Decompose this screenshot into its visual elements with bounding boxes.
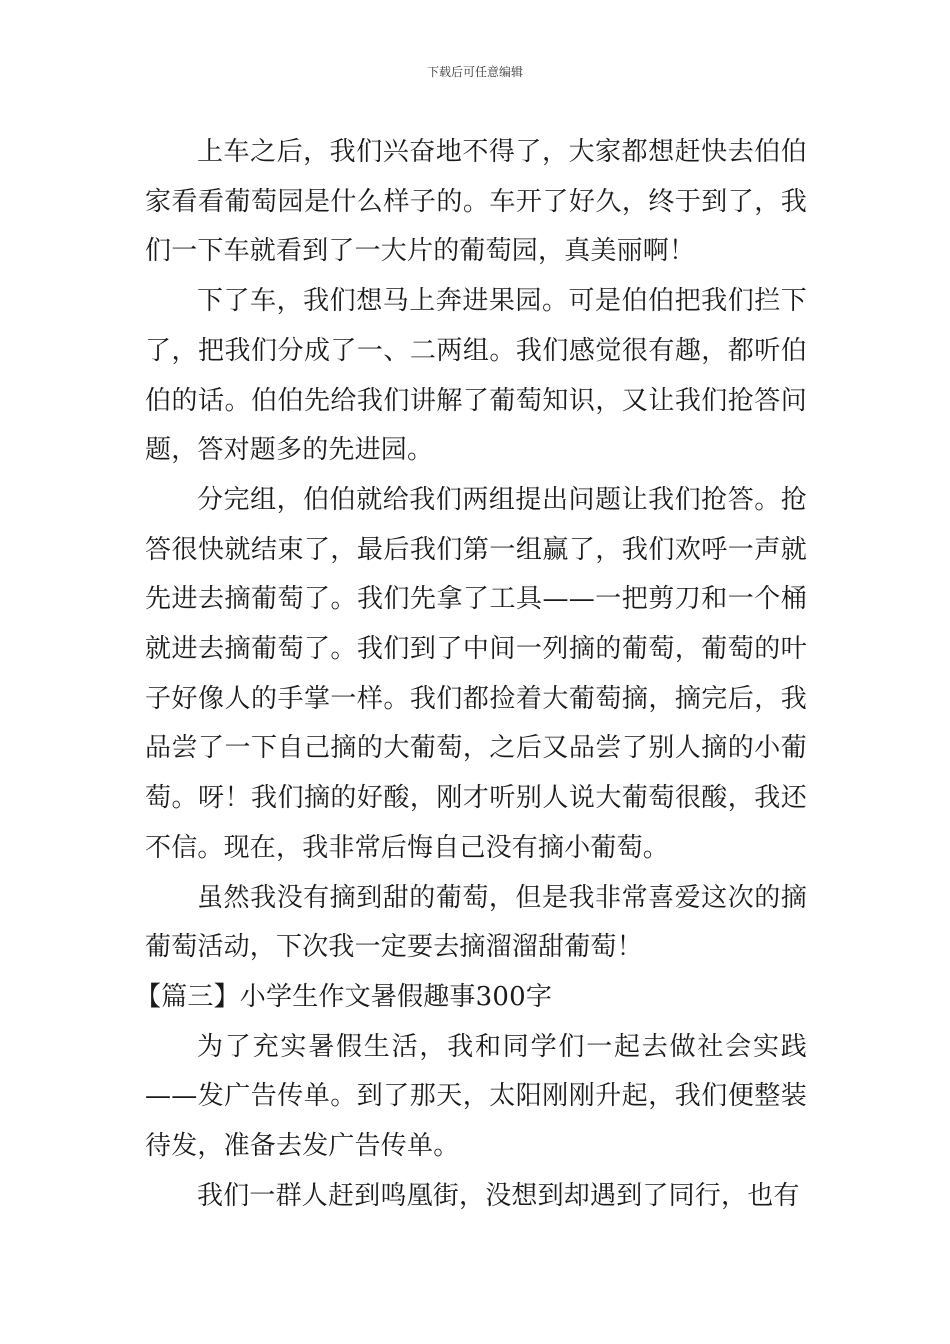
paragraph-2: 下了车，我们想马上奔进果园。可是伯伯把我们拦下了，把我们分成了一、二两组。我们感觉很有趣，都听伯伯的话。伯伯先给我们讲解了葡萄知识，又让我们抢答问题，答对题多的先进园。 — [145, 286, 807, 466]
page-header-note: 下载后可任意编辑 — [426, 65, 523, 79]
paragraph-1: 上车之后，我们兴奋地不得了，大家都想赶快去伯伯家看看葡萄园是什么样子的。车开了好久，终于到了，我们一下车就看到了一大片的葡萄园，真美丽啊！ — [145, 137, 807, 267]
paragraph-3: 分完组，伯伯就给我们两组提出问题让我们抢答。抢答很快就结束了，最后我们第一组赢了，我们欢呼一声就先进去摘葡萄了。我们先拿了工具——一把剪刀和一个桶就进去摘葡萄了。我们到了中间一列摘的葡萄，葡萄的叶子好像人的手掌一样。我们都捡着大葡萄摘，摘完后，我品尝了一下自己摘的大葡萄，之后又品尝了别人摘的小葡萄。呀！我们摘的好酸，刚才听别人说大葡萄很酸，我还不信。现在，我非常后悔自己没有摘小葡萄。 — [145, 484, 807, 863]
section-paragraph-1: 为了充实暑假生活，我和同学们一起去做社会实践——发广告传单。到了那天，太阳刚刚升起，我们便整装待发，准备去发广告传单。 — [145, 1031, 807, 1162]
section-paragraph-2: 我们一群人赶到鸣凰街，没想到却遇到了同行，也有 — [197, 1180, 800, 1211]
paragraph-4: 虽然我没有摘到甜的葡萄，但是我非常喜爱这次的摘葡萄活动，下次我一定要去摘溜溜甜葡萄！ — [145, 882, 807, 963]
section-heading: 【篇三】小学生作文暑假趣事300字 — [135, 981, 553, 1012]
document-body — [135, 128, 807, 1221]
